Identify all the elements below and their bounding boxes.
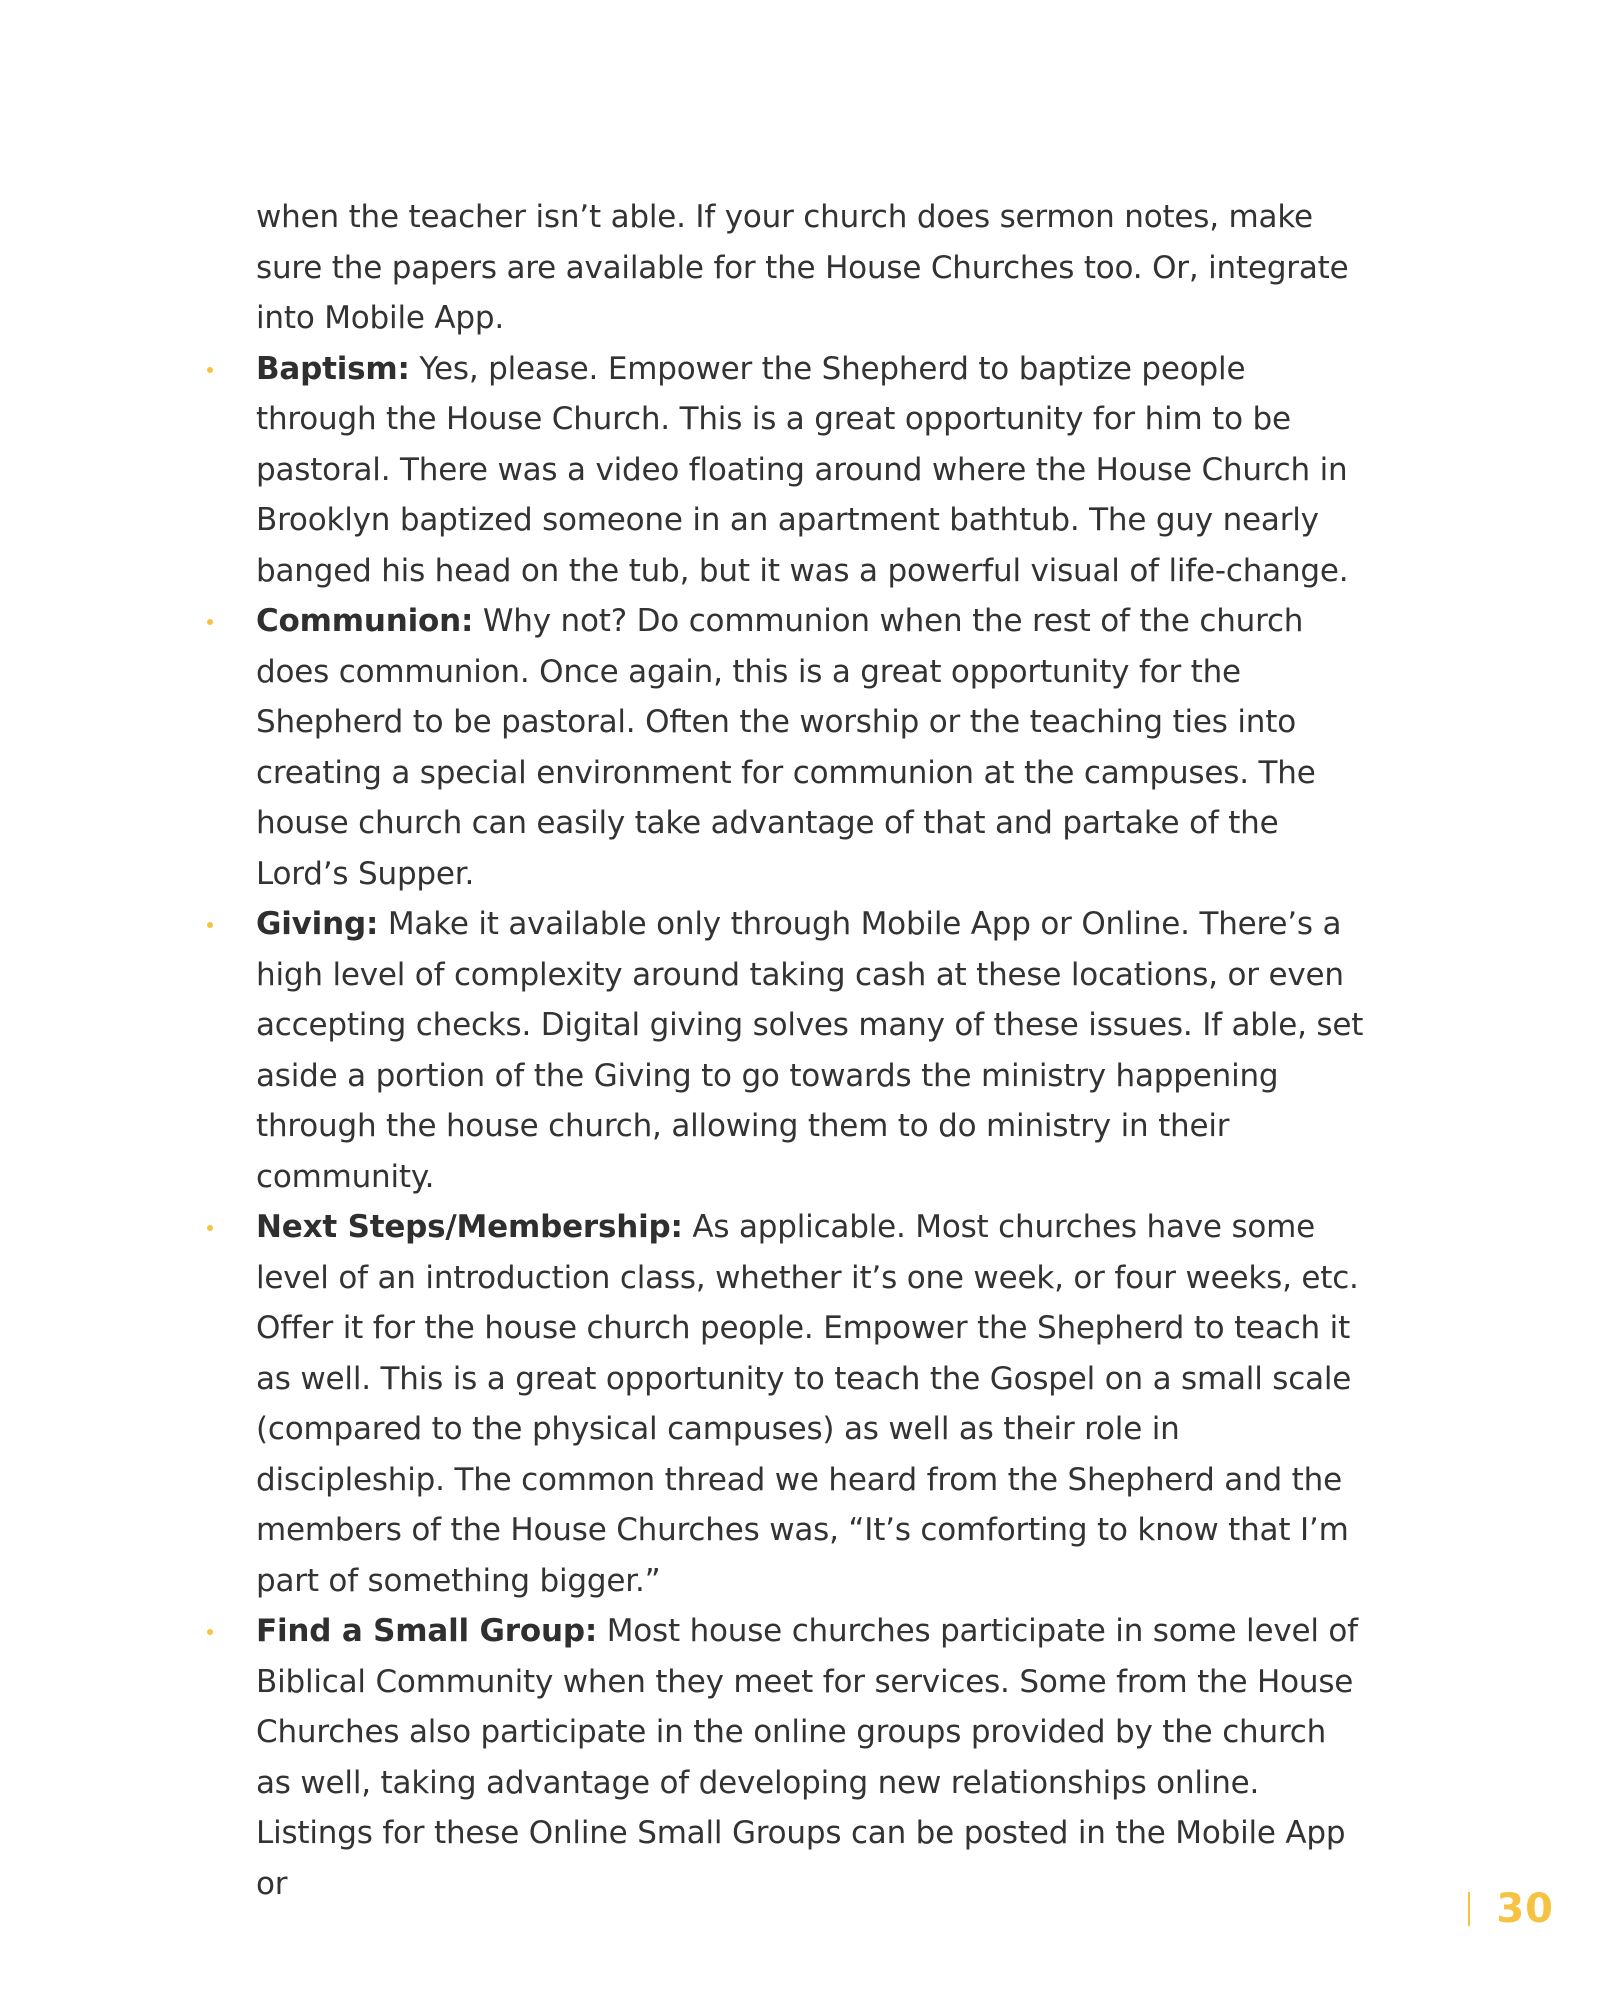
page-body (256, 192, 1366, 1909)
bullet-dot-icon (207, 367, 213, 373)
bullet-label: Next Steps/Membership: (256, 1209, 683, 1245)
bullet-dot-icon (207, 1225, 213, 1231)
bullet-text: Most house churches participate in some level of Biblical Community when they meet for services. Some from the House Churches also participate in the online groups provided by the church as well, taking advantage of developing new relationships online. Listings for these Online Small Groups can be posted in the Mobile App or (256, 1613, 1358, 1902)
page-number-divider (1468, 1892, 1470, 1926)
bullet-text: Why not? Do communion when the rest of the church does communion. Once again, this is a great opportunity for the Shepherd to be pastoral. Often the worship or the teaching ties into creating a special environment for communion at the campuses. The house church can easily take advantage of that and partake of the Lord’s Supper. (256, 603, 1316, 892)
bullet-item-small-group (256, 1606, 1366, 1909)
bullet-label: Baptism: (256, 350, 410, 387)
bullet-text: As applicable. Most churches have some level of an introduction class, whether it’s one week, or four weeks, etc. Offer it for the house church people. Empower the Shepherd to teach it as well. This is a great opportunity to teach the Gospel on a small scale (compared to the physical campuses) as well as their role in discipleship. The common thread we heard from the Shepherd and the members of the House Churches was, “It’s comforting to know that I’m part of something bigger.” (256, 1209, 1359, 1599)
bullet-dot-icon (207, 1629, 213, 1635)
bullet-item-communion (256, 596, 1366, 899)
bullet-dot-icon (207, 922, 213, 928)
bullet-item-giving (256, 899, 1366, 1202)
page-number (1468, 1884, 1554, 1934)
page-number-text: 30 (1496, 1886, 1554, 1932)
bullet-label: Communion: (256, 603, 474, 639)
bullet-text: Yes, please. Empower the Shepherd to baptize people through the House Church. This is a great opportunity for him to be pastoral. There was a video floating around where the House Church in Brooklyn baptized someone in an apartment bathtub. The guy nearly banged his head on the tub, but it was a powerful visual of life-change. (256, 350, 1349, 589)
continuation-paragraph: when the teacher isn’t able. If your church does sermon notes, make sure the papers are available for the House Churches too. Or, integrate into Mobile App. (256, 199, 1349, 336)
bullet-label: Find a Small Group: (256, 1613, 598, 1649)
bullet-label: Giving: (256, 906, 379, 942)
bullet-dot-icon (207, 619, 213, 625)
bullet-item-next-steps (256, 1202, 1366, 1606)
bullet-item-baptism (256, 344, 1366, 597)
bullet-text: Make it available only through Mobile App or Online. There’s a high level of complexity around taking cash at these locations, or even accepting checks. Digital giving solves many of these issues. If able, set aside a portion of the Giving to go towards the ministry happening through the house church, allowing them to do ministry in their community. (256, 906, 1364, 1195)
bullet-list (256, 344, 1366, 1910)
